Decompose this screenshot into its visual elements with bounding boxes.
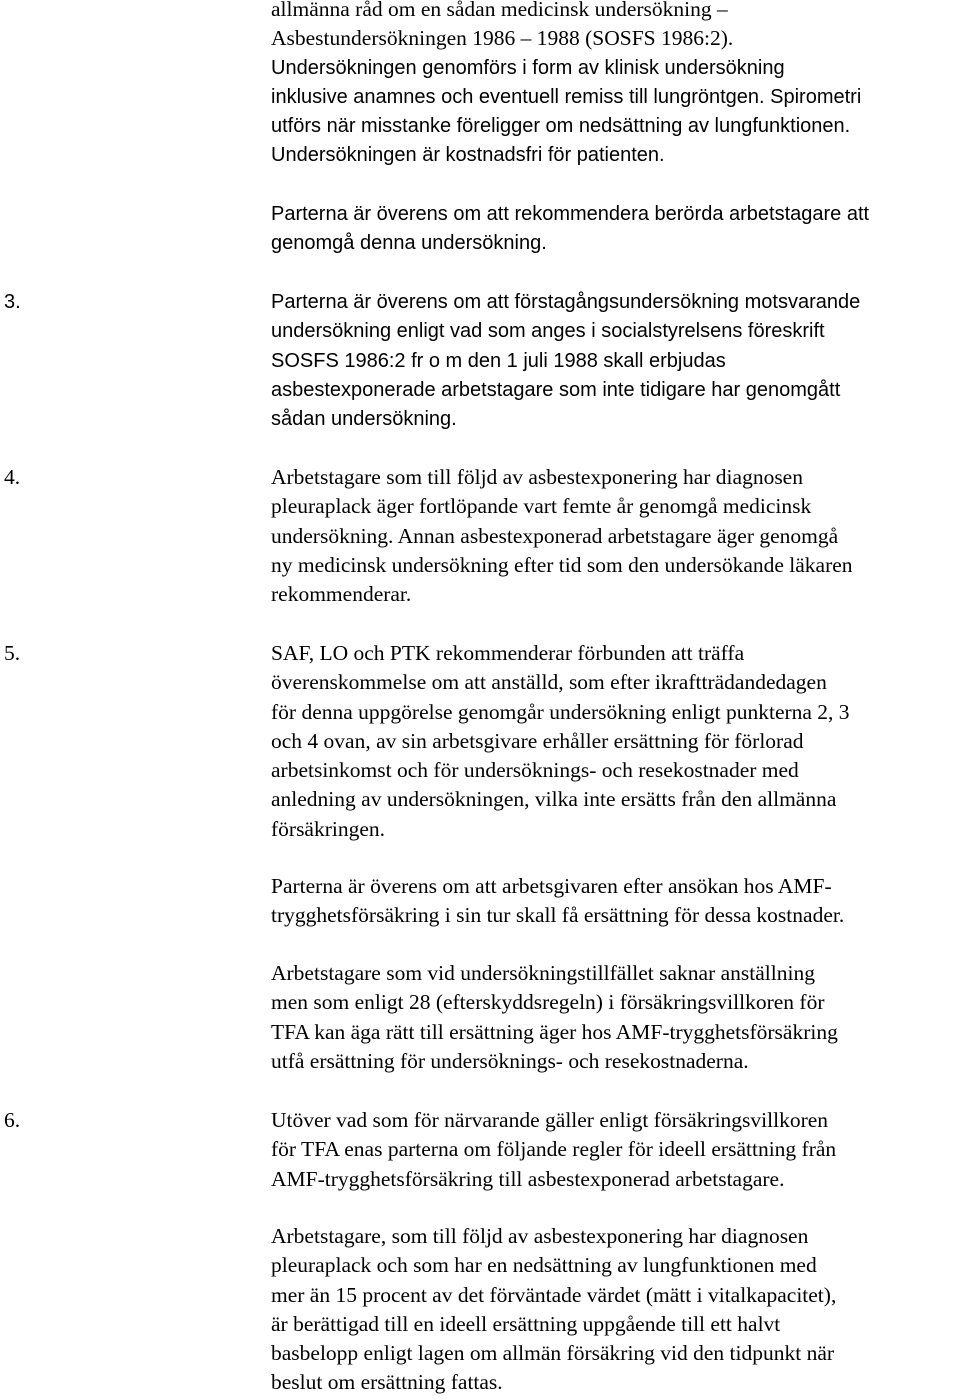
text-line: asbestexponerade arbetstagare som inte tidigare har genomgått [271,378,841,401]
text-line: sådan undersökning. [271,408,457,431]
item-6-paragraph-2 [271,1222,955,1398]
item-5-paragraph-2 [271,872,955,931]
text-line: AMF-trygghetsförsäkring till asbestexponerad arbetstagare. [271,1166,785,1191]
text-line: för TFA enas parterna om följande regler för ideell ersättning från [271,1137,837,1162]
text-line: undersökning enligt vad som anges i socialstyrelsens föreskrift [271,320,825,343]
text-line: Arbetstagare som till följd av asbestexponering har diagnosen [271,465,803,489]
text-line: Undersökningen är kostnadsfri för patienten. [271,144,665,167]
text-line: ny medicinsk undersökning efter tid som den undersökande läkaren [271,552,853,577]
text-line: inklusive anamnes och eventuell remiss till lungröntgen. Spirometri [271,85,862,108]
item-3-paragraph [271,288,955,434]
text-line: för denna uppgörelse genomgår undersökning enligt punkterna 2, 3 [271,699,850,724]
text-line: mer än 15 procent av det förväntade värdet (mätt i vitalkapacitet), [271,1282,837,1307]
text-line: Arbetstagare som vid undersökningstillfället saknar anställning [271,961,815,985]
text-line: SOSFS 1986:2 fr o m den 1 juli 1988 skall erbjudas [271,349,726,372]
text-line: utförs när misstanke föreligger om nedsättning av lungfunktionen. [271,115,851,138]
text-line: undersökning. Annan asbestexponerad arbetstagare äger genomgå [271,523,839,548]
intro-followup-paragraph [271,200,955,259]
text-line: arbetsinkomst och för undersöknings- och resekostnader med [271,758,799,783]
text-line: basbelopp enligt lagen om allmän försäkring vid den tidpunkt när [271,1341,835,1366]
text-line: pleuraplack och som har en nedsättning av lungfunktionen med [271,1253,817,1278]
text-line: allmänna råd om en sådan medicinsk undersökning – [271,0,728,21]
text-line: Asbestundersökningen 1986 – 1988 (SOSFS 1986:2). [271,26,734,51]
text-line: genomgå denna undersökning. [271,232,547,255]
text-line: Undersökningen genomförs i form av klinisk undersökning [271,56,785,79]
text-line: SAF, LO och PTK rekommenderar förbunden att träffa [271,641,745,665]
item-6-paragraph-1 [271,1106,955,1194]
text-line: försäkringen. [271,816,386,841]
text-line: Parterna är överens om att rekommendera berörda arbetstagare att [271,203,870,225]
text-line: utfå ersättning för undersöknings- och resekostnaderna. [271,1048,749,1073]
text-line: anledning av undersökningen, vilka inte ersätts från den allmänna [271,787,837,812]
item-number: 3. [4,291,21,313]
text-line: och 4 ovan, av sin arbetsgivare erhåller ersättning för förlorad [271,728,804,753]
item-number: 6. [4,1108,21,1132]
text-line: är berättigad till en ideell ersättning uppgående till ett halvt [271,1311,781,1336]
text-line: rekommenderar. [271,582,412,607]
text-line: Arbetstagare, som till följd av asbestexponering har diagnosen [271,1224,809,1248]
text-line: men som enligt 28 (efterskyddsregeln) i försäkringsvillkoren för [271,990,825,1015]
item-number: 5. [4,641,21,665]
text-line: överenskommelse om att anställd, som efter ikraftträdandedagen [271,670,827,695]
text-line: Parterna är överens om att förstagångsundersökning motsvarande [271,291,861,313]
item-5-paragraph-3 [271,959,955,1076]
intro-paragraph [271,0,955,171]
text-line: trygghetsförsäkring i sin tur skall få ersättning för dessa kostnader. [271,903,845,928]
item-5-paragraph-1 [271,639,955,844]
text-line: Utöver vad som för närvarande gäller enligt försäkringsvillkoren [271,1108,829,1132]
text-line: beslut om ersättning fattas. [271,1370,503,1395]
text-line: TFA kan äga rätt till ersättning äger hos AMF-trygghetsförsäkring [271,1019,838,1044]
item-number: 4. [4,465,21,489]
text-line: pleuraplack äger fortlöpande vart femte år genomgå medicinsk [271,494,812,519]
item-4-paragraph [271,463,955,609]
text-line: Parterna är överens om att arbetsgivaren efter ansökan hos AMF- [271,874,832,898]
